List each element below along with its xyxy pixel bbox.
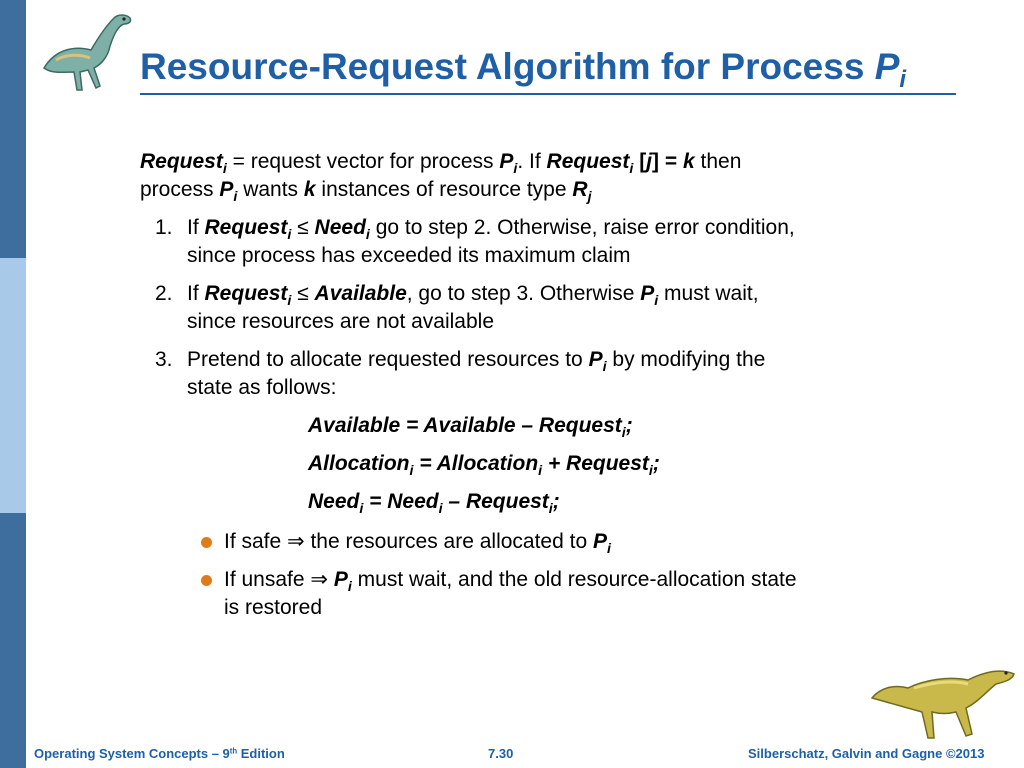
step-number: 2. [155, 282, 173, 305]
text: Allocation [308, 452, 410, 475]
equation-allocation [308, 450, 660, 485]
text: If safe [224, 530, 288, 553]
equation-available [308, 412, 633, 447]
title-variable: P [874, 46, 900, 87]
term-process: P [219, 178, 234, 201]
term-resource: R [572, 178, 588, 201]
subscript: i [602, 358, 607, 375]
dinosaur-logo-icon [36, 8, 136, 96]
equation-need [308, 488, 560, 523]
term-available: Available [314, 282, 407, 305]
bullet-1-text [224, 528, 611, 563]
text: Pretend to allocate requested resources to [187, 348, 589, 371]
footer-copyright: Silberschatz, Galvin and Gagne ©2013 [748, 746, 985, 761]
subscript: i [359, 500, 364, 517]
title-underline [140, 93, 956, 95]
text: If unsafe [224, 568, 311, 591]
text: must wait, and the old resource-allocation state [351, 568, 797, 591]
implies-arrow-icon: ⇒ [310, 568, 328, 591]
text: by modifying the [606, 348, 766, 371]
step-3-line-2: state as follows: [187, 376, 337, 399]
text: = Need [363, 490, 439, 513]
text: go to step 2. Otherwise, raise error condition, [369, 216, 795, 239]
title-text: Resource-Request Algorithm for Process [140, 46, 875, 87]
step-2-line-2: since resources are not available [187, 310, 495, 333]
term-request: Request [140, 150, 223, 173]
subscript: i [438, 500, 443, 517]
subscript: i [365, 226, 370, 243]
sidebar-segment-light [0, 258, 26, 513]
sidebar-segment-dark [0, 0, 26, 258]
term-process: P [592, 530, 607, 553]
text: – Request [442, 490, 549, 513]
subscript: i [409, 462, 414, 479]
text: ; [552, 490, 560, 513]
term-request: Request [204, 216, 288, 239]
term-process: P [640, 282, 655, 305]
subscript: i [287, 292, 292, 309]
subscript: i [607, 540, 611, 557]
text: ≤ [291, 282, 315, 305]
term-request: Request [204, 282, 288, 305]
term-need: Need [314, 216, 366, 239]
footer-slide-number: 7.30 [488, 746, 514, 761]
subscript: j [587, 188, 592, 205]
subscript: i [548, 500, 553, 517]
bullet-dot [201, 575, 212, 586]
text: If [187, 216, 205, 239]
subscript: i [222, 160, 227, 177]
dinosaur-logo-icon [868, 658, 1018, 744]
subscript: i [648, 462, 653, 479]
subscript: i [654, 292, 659, 309]
subscript: i [538, 462, 543, 479]
text: ; [625, 414, 633, 437]
text: , go to step 3. Otherwise [406, 282, 641, 305]
text: wants [237, 178, 304, 201]
bullet-dot [201, 537, 212, 548]
subscript: i [233, 188, 238, 205]
text: instances of resource type [315, 178, 573, 201]
text: + Request [542, 452, 649, 475]
text: the resources are allocated to [304, 530, 593, 553]
term-request: Request [546, 150, 630, 173]
text: process [140, 178, 220, 201]
text: Need [308, 490, 360, 513]
text: then [694, 150, 742, 173]
text: ; [652, 452, 660, 475]
term-index: j [646, 150, 653, 173]
left-sidebar-band [0, 0, 26, 768]
term-k: k [303, 178, 316, 201]
text: Available = Available – Request [308, 414, 622, 437]
step-number: 3. [155, 348, 173, 371]
text: ≤ [291, 216, 315, 239]
text: If [187, 282, 205, 305]
intro-line-2 [140, 176, 592, 211]
term-k: k [682, 150, 695, 173]
step-1-line-2: since process has exceeded its maximum claim [187, 244, 631, 267]
text: = request vector for process [226, 150, 500, 173]
step-number: 1. [155, 216, 173, 239]
bullet-2-line-2: is restored [224, 596, 323, 619]
text: must wait, [658, 282, 759, 305]
text: ] = [652, 150, 683, 173]
text: Operating System Concepts – 9 [34, 746, 230, 761]
subscript: i [347, 578, 352, 595]
subscript: i [287, 226, 292, 243]
title-subscript: i [899, 66, 907, 93]
subscript: i [621, 424, 626, 441]
term-process: P [588, 348, 603, 371]
text: . If [517, 150, 547, 173]
implies-arrow-icon: ⇒ [287, 530, 305, 553]
term-process: P [333, 568, 348, 591]
footer-book-title [34, 746, 285, 761]
superscript: th [229, 746, 238, 756]
subscript: i [629, 160, 634, 177]
subscript: i [513, 160, 518, 177]
text: Edition [237, 746, 285, 761]
text: [ [633, 150, 647, 173]
sidebar-segment-dark [0, 513, 26, 768]
term-process: P [499, 150, 514, 173]
text: = Allocation [413, 452, 539, 475]
slide-title [140, 46, 906, 94]
